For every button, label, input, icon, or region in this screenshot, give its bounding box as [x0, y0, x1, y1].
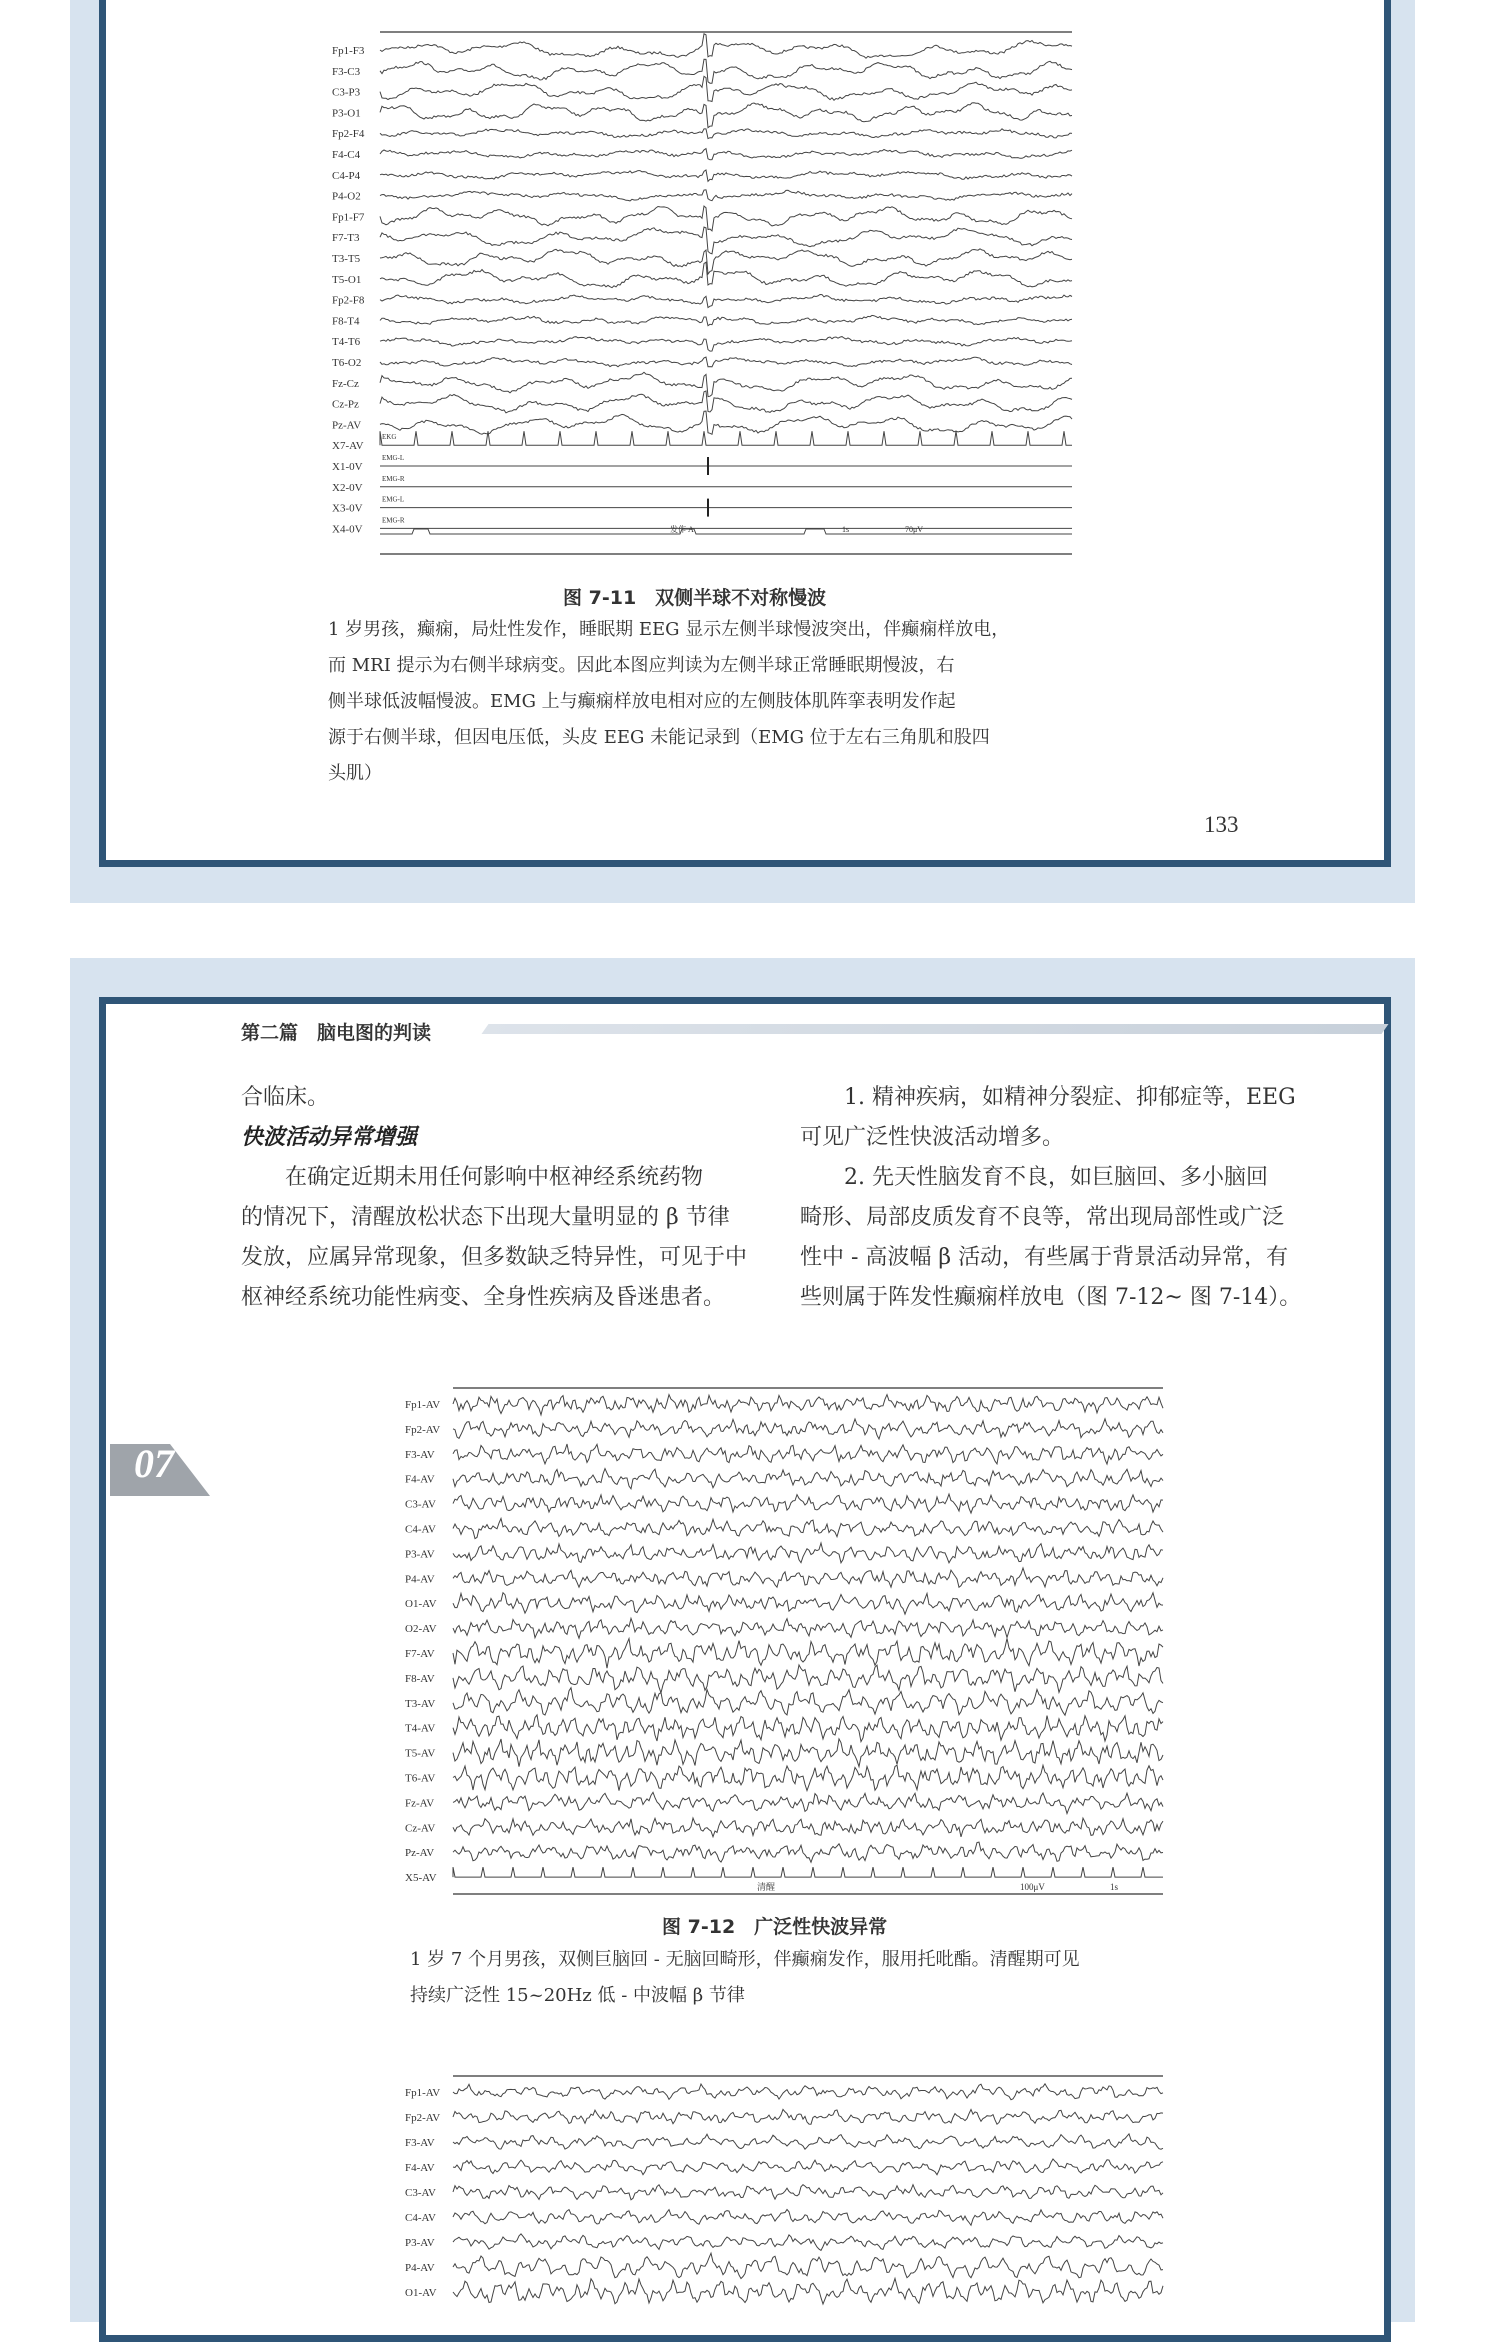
channel-label: Fp2-AV [405, 1423, 441, 1436]
paragraph-line: 2. 先天性脑发育不良，如巨脑回、多小脑回 [800, 1165, 1268, 1190]
header-decoration-bar [481, 1024, 1388, 1034]
bottom-mark: 100μV [1020, 1882, 1045, 1892]
eeg-trace [380, 295, 1072, 308]
eeg-trace [380, 190, 1072, 201]
eeg-trace [453, 1715, 1163, 1742]
eeg-trace [453, 1739, 1163, 1767]
eeg-trace [380, 129, 1072, 139]
eeg-trace [380, 103, 1072, 128]
channel-label: F8-AV [405, 1672, 435, 1685]
eeg-trace [453, 2084, 1163, 2100]
channel-label: F8-T4 [332, 315, 360, 328]
caption-line: 源于右侧半球，但因电压低，头皮 EEG 未能记录到（EMG 位于左右三角肌和股四 [328, 727, 990, 748]
eeg-trace [380, 149, 1072, 160]
channel-label: O1-AV [405, 1598, 437, 1611]
channel-label: Fp2-AV [405, 2112, 441, 2124]
eeg-trace [453, 1792, 1163, 1813]
channel-label: Fp1-F3 [332, 45, 365, 57]
caption-line: 而 MRI 提示为右侧半球病变。因此本图应判读为左侧半球正常睡眠期慢波，右 [328, 655, 955, 676]
bottom-mark: 1s [842, 525, 850, 534]
bottom-mark: 发作 A [670, 525, 694, 534]
channel-label: T4-AV [405, 1722, 436, 1735]
channel-label: F3-AV [405, 1448, 435, 1461]
channel-label: X5-AV [405, 1872, 437, 1885]
marker-trace [380, 529, 1072, 534]
channel-label: C4-AV [405, 2212, 436, 2224]
figure-7-12-caption-title: 图 7-12 广泛性快波异常 [662, 1916, 888, 1938]
eeg-trace [453, 2253, 1163, 2278]
eeg-trace [453, 2109, 1163, 2124]
eeg-trace [380, 357, 1072, 367]
eeg-trace [453, 1519, 1163, 1539]
paragraph-line: 畸形、局部皮质发育不良等，常出现局部性或广泛 [800, 1205, 1285, 1230]
eeg-trace [380, 372, 1072, 396]
left-column [241, 1078, 781, 1318]
eeg-trace [453, 2159, 1163, 2175]
channel-label: P3-AV [405, 1548, 435, 1561]
eeg-trace [453, 1469, 1163, 1489]
channel-label: Fz-AV [405, 1797, 435, 1810]
trace-tag: EKG [382, 433, 397, 442]
caption-line: 侧半球低波幅慢波。EMG 上与癫痫样放电相对应的左侧肢体肌阵挛表明发作起 [328, 691, 956, 712]
eeg-trace [380, 206, 1072, 231]
eeg-trace [453, 1593, 1163, 1615]
channel-label: T6-AV [405, 1772, 436, 1785]
chapter-tab-label: 07 [134, 1441, 174, 1486]
channel-label: P4-AV [405, 1573, 435, 1586]
eeg-trace [380, 227, 1072, 254]
channel-label: T3-AV [405, 1697, 436, 1710]
paragraph-line: 1. 精神疾病，如精神分裂症、抑郁症等，EEG [800, 1085, 1296, 1110]
channel-label: Pz-AV [405, 1847, 435, 1860]
eeg-trace [453, 1639, 1163, 1669]
eeg-trace [380, 34, 1072, 58]
bottom-mark: 1s [1110, 1882, 1119, 1892]
channel-label: T5-O1 [332, 273, 362, 286]
eeg-figure-7-11 [320, 22, 1080, 567]
channel-label: Fp1-AV [405, 1399, 441, 1411]
eeg-trace [380, 391, 1072, 413]
channel-label: P3-O1 [332, 107, 361, 120]
channel-label: X7-AV [332, 440, 364, 453]
eeg-trace [453, 1494, 1163, 1513]
channel-label: P4-AV [405, 2262, 435, 2274]
paragraph-line: 性中 - 高波幅 β 活动，有些属于背景活动异常，有 [800, 1245, 1289, 1270]
paragraph-line: 合临床。 [241, 1085, 330, 1110]
eeg-trace [453, 1543, 1163, 1563]
caption-line: 头肌） [328, 763, 382, 784]
channel-label: T6-O2 [332, 357, 362, 369]
eeg-trace [453, 1419, 1163, 1439]
channel-label: Fp1-AV [405, 2087, 441, 2099]
figure-7-11-caption-title: 图 7-11 双侧半球不对称慢波 [563, 587, 827, 609]
channel-label: Cz-AV [405, 1822, 436, 1835]
eeg-figure-7-12 [405, 1382, 1170, 1902]
channel-label: Fp2-F8 [332, 294, 365, 307]
eeg-trace [380, 76, 1072, 101]
trace-tag: EMG-R [382, 474, 405, 483]
eeg-trace [453, 1395, 1163, 1415]
section-heading: 快波活动异常增强 [241, 1125, 418, 1150]
eeg-trace [380, 262, 1072, 288]
channel-label: T3-T5 [332, 253, 361, 265]
paragraph-line: 可见广泛性快波活动增多。 [800, 1125, 1065, 1150]
eeg-trace [380, 315, 1072, 325]
channel-label: F3-AV [405, 2137, 435, 2149]
eeg-trace [453, 1842, 1163, 1862]
channel-label: C3-AV [405, 2187, 436, 2199]
ekg-trace [453, 1867, 1163, 1877]
channel-label: X4-0V [332, 523, 363, 536]
eeg-trace [453, 2210, 1163, 2226]
caption-line: 1 岁 7 个月男孩，双侧巨脑回 - 无脑回畸形，伴癫痫发作，服用托吡酯。清醒期可见 [410, 1949, 1080, 1970]
channel-label: Cz-Pz [332, 398, 359, 411]
eeg-trace [453, 2134, 1163, 2149]
eeg-trace [453, 1568, 1163, 1587]
running-header: 第二篇 脑电图的判读 [241, 1022, 432, 1044]
page-number: 133 [1204, 812, 1239, 837]
channel-label: F4-C4 [332, 149, 361, 161]
eeg-trace [380, 249, 1072, 274]
channel-label: O2-AV [405, 1623, 437, 1636]
channel-label: T5-AV [405, 1747, 436, 1760]
channel-label: Fp2-F4 [332, 128, 365, 141]
eeg-figure-7-13 [405, 2070, 1170, 2322]
bottom-mark: 70μV [905, 525, 924, 534]
channel-label: Fp1-F7 [332, 211, 365, 224]
caption-line: 持续广泛性 15~20Hz 低 - 中波幅 β 节律 [410, 1985, 745, 2006]
channel-label: F7-T3 [332, 232, 360, 245]
channel-label: F4-AV [405, 1473, 435, 1486]
eeg-trace [453, 2234, 1163, 2251]
channel-label: C4-P4 [332, 169, 361, 182]
right-column [800, 1078, 1340, 1318]
channel-label: Pz-AV [332, 419, 362, 432]
eeg-trace [453, 1688, 1163, 1716]
channel-label: F7-AV [405, 1648, 435, 1660]
eeg-trace [453, 1665, 1163, 1693]
figure-7-11-caption-text [328, 612, 1128, 792]
eeg-trace [380, 337, 1072, 352]
eeg-trace [453, 1765, 1163, 1790]
channel-label: C3-AV [405, 1498, 436, 1511]
channel-label: X3-0V [332, 502, 363, 515]
trace-tag: EMG-L [382, 454, 405, 462]
eeg-trace [380, 170, 1072, 181]
trace-tag: EMG-L [382, 495, 405, 504]
channel-label: P4-O2 [332, 190, 361, 203]
channel-label: X1-0V [332, 461, 363, 473]
channel-label: O1-AV [405, 2287, 437, 2299]
figure-7-12-caption-text [410, 1942, 1190, 2014]
paragraph-line: 的情况下，清醒放松状态下出现大量明显的 β 节律 [241, 1205, 730, 1230]
paragraph-line: 些则属于阵发性癫痫样放电（图 7-12~ 图 7-14）。 [800, 1285, 1302, 1310]
eeg-trace [453, 1818, 1163, 1837]
eeg-trace [453, 1444, 1163, 1464]
eeg-trace [453, 2278, 1163, 2304]
eeg-trace [380, 59, 1072, 83]
trace-tag: EMG-R [382, 516, 405, 525]
bottom-mark: 清醒 [757, 1882, 776, 1892]
paragraph-line: 在确定近期未用任何影响中枢神经系统药物 [241, 1165, 704, 1190]
eeg-trace [453, 2185, 1163, 2200]
channel-label: T4-T6 [332, 336, 361, 349]
channel-label: P3-AV [405, 2237, 435, 2249]
caption-line: 1 岁男孩，癫痫，局灶性发作，睡眠期 EEG 显示左侧半球慢波突出，伴癫痫样放电， [328, 619, 1010, 640]
channel-label: F4-AV [405, 2162, 435, 2174]
channel-label: Fz-Cz [332, 377, 359, 390]
eeg-trace [380, 411, 1072, 434]
paragraph-line: 发放，应属异常现象，但多数缺乏特异性，可见于中 [241, 1245, 748, 1270]
eeg-trace [453, 1618, 1163, 1638]
channel-label: C4-AV [405, 1523, 436, 1536]
channel-label: C3-P3 [332, 86, 361, 99]
channel-label: F3-C3 [332, 65, 361, 78]
channel-label: X2-0V [332, 481, 363, 494]
paragraph-line: 枢神经系统功能性病变、全身性疾病及昏迷患者。 [241, 1285, 726, 1310]
